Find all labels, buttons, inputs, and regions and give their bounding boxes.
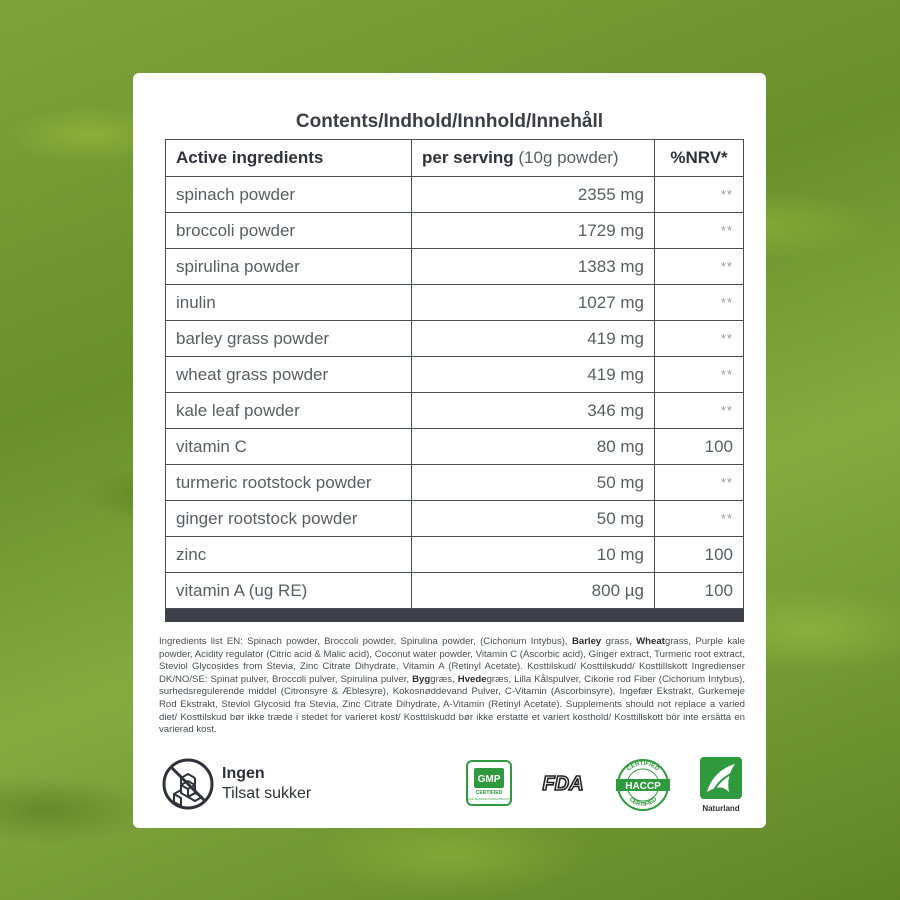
ingredient-name: spinach powder	[166, 177, 412, 213]
gmp-certified-text: CERTIFIED	[475, 790, 503, 796]
ingredient-amount: 419 mg	[412, 321, 655, 357]
ingredient-name: zinc	[166, 537, 412, 573]
ingredients-text-4: græs,	[430, 673, 458, 685]
ingredient-nrv: 100	[655, 573, 744, 609]
table-row	[166, 285, 744, 321]
ingredient-amount: 1729 mg	[412, 213, 655, 249]
ingredient-name: ginger rootstock powder	[166, 501, 412, 537]
ingredients-text-2: grass,	[601, 636, 637, 647]
ingredient-name: vitamin A (ug RE)	[166, 573, 412, 609]
table-row	[166, 177, 744, 213]
ingredient-nrv: **	[655, 213, 744, 249]
table-row	[166, 321, 744, 357]
table-row	[166, 573, 744, 609]
table-row	[166, 249, 744, 285]
ingredients-text-3: grass, Purple kale powder, Acidity regulator (Citric acid & Malic acid), Coconut water powder, Vitamin C (Ascorbic acid), Ginger extract, Turmeric root extract, Steviol Glycosides from Stevia, Zinc Citrate Dihydrate, Vitamin A (Retinyl Acetate). Kosttilskud/ Kosttilskudd/ Kosttillskott Ingredienser DK/NO/SE: Spinat pulver, Broccoli pulver, Spirulina pulver,	[159, 636, 745, 685]
ingredient-name: inulin	[166, 285, 412, 321]
ingredient-amount: 80 mg	[412, 429, 655, 465]
ingredient-amount: 1383 mg	[412, 249, 655, 285]
table-row	[166, 429, 744, 465]
gmp-certified-logo	[466, 760, 512, 806]
ingredient-amount: 50 mg	[412, 465, 655, 501]
ingredient-name: kale leaf powder	[166, 393, 412, 429]
table-row	[166, 501, 744, 537]
ingredient-name: vitamin C	[166, 429, 412, 465]
ingredient-amount: 50 mg	[412, 501, 655, 537]
ingredient-amount: 2355 mg	[412, 177, 655, 213]
no-sugar-line1: Ingen	[222, 765, 265, 782]
ingredient-nrv: **	[655, 393, 744, 429]
ingredient-name: barley grass powder	[166, 321, 412, 357]
allergen-byg: Byg	[412, 673, 431, 685]
allergen-hvede: Hvede	[457, 673, 487, 685]
ingredient-nrv: 100	[655, 537, 744, 573]
allergen-wheat: Wheat	[636, 636, 665, 647]
header-per-serving	[412, 140, 655, 177]
nutrition-table	[165, 139, 744, 622]
table-row	[166, 393, 744, 429]
ingredient-amount: 419 mg	[412, 357, 655, 393]
gmp-small-text: GOOD MANUFACTURING PRACTICE	[466, 798, 512, 801]
no-sugar-icon	[161, 757, 215, 811]
header-active-ingredients: Active ingredients	[166, 140, 412, 177]
haccp-text: HACCP	[625, 781, 661, 792]
ingredient-nrv: **	[655, 177, 744, 213]
ingredient-amount: 800 µg	[412, 573, 655, 609]
ingredient-nrv: **	[655, 285, 744, 321]
allergen-barley: Barley	[571, 636, 602, 647]
ingredients-text-1: Ingredients list EN: Spinach powder, Broccoli powder, Spirulina powder, (Cichorium Intybus),	[159, 636, 572, 647]
nutrition-card	[133, 73, 766, 828]
ingredient-amount: 346 mg	[412, 393, 655, 429]
header-per-serving-note: (10g powder)	[518, 148, 619, 167]
ingredient-nrv: **	[655, 321, 744, 357]
header-per-serving-bold: per serving	[422, 148, 514, 167]
fda-logo	[537, 769, 589, 795]
header-nrv: %NRV*	[655, 140, 744, 177]
ingredient-name: broccoli powder	[166, 213, 412, 249]
naturland-text: Naturland	[702, 804, 740, 813]
no-added-sugar-badge	[222, 765, 311, 803]
haccp-certified-logo	[613, 758, 673, 812]
ingredient-name: spirulina powder	[166, 249, 412, 285]
contents-title: Contents/Indhold/Innhold/Innehåll	[295, 111, 604, 132]
ingredients-list	[159, 636, 745, 737]
ingredient-nrv: 100	[655, 429, 744, 465]
fda-text: FDA	[542, 773, 584, 795]
table-row	[166, 537, 744, 573]
table-header-row	[166, 140, 744, 177]
table-row	[166, 213, 744, 249]
table-row	[166, 465, 744, 501]
gmp-text: GMP	[477, 774, 501, 785]
haccp-ring-top: CERTIFIED	[626, 760, 660, 773]
table-footer-bar	[166, 609, 744, 622]
haccp-ring-bottom: CERTIFIED	[627, 796, 659, 809]
ingredient-nrv: **	[655, 501, 744, 537]
ingredient-amount: 10 mg	[412, 537, 655, 573]
ingredients-text-5: græs, Lilla Kålspulver, Cikorie rod Fiber (Cichorium Intybus), surhedsregulerende middel (Citronsyre & Æblesyre), Kokosnøddevand Pulver, C-Vitamin (Ascorbinsyre), Ingefær Ekstrakt, Gurkemeje Rod Ekstrakt, Steviol Glycosid fra Stevia, Zinc Citrate Dihydrate, A-Vitamin (Retinyl Acetate). Supplements should not replace a varied diet/ Kosttilskud bør ikke træde i stedet for varieret kost/ Kosttilskudd bør ikke erstatte et variert kosthold/ Kosttillskott bör inte ersätta en varierad kost.	[159, 673, 745, 736]
no-sugar-line2: Tilsat sukker	[222, 785, 312, 802]
table-row	[166, 357, 744, 393]
naturland-logo	[699, 756, 743, 816]
ingredient-nrv: **	[655, 465, 744, 501]
ingredient-nrv: **	[655, 249, 744, 285]
ingredient-name: wheat grass powder	[166, 357, 412, 393]
ingredient-amount: 1027 mg	[412, 285, 655, 321]
table-footer-cell	[166, 609, 744, 622]
ingredient-name: turmeric rootstock powder	[166, 465, 412, 501]
ingredient-nrv: **	[655, 357, 744, 393]
